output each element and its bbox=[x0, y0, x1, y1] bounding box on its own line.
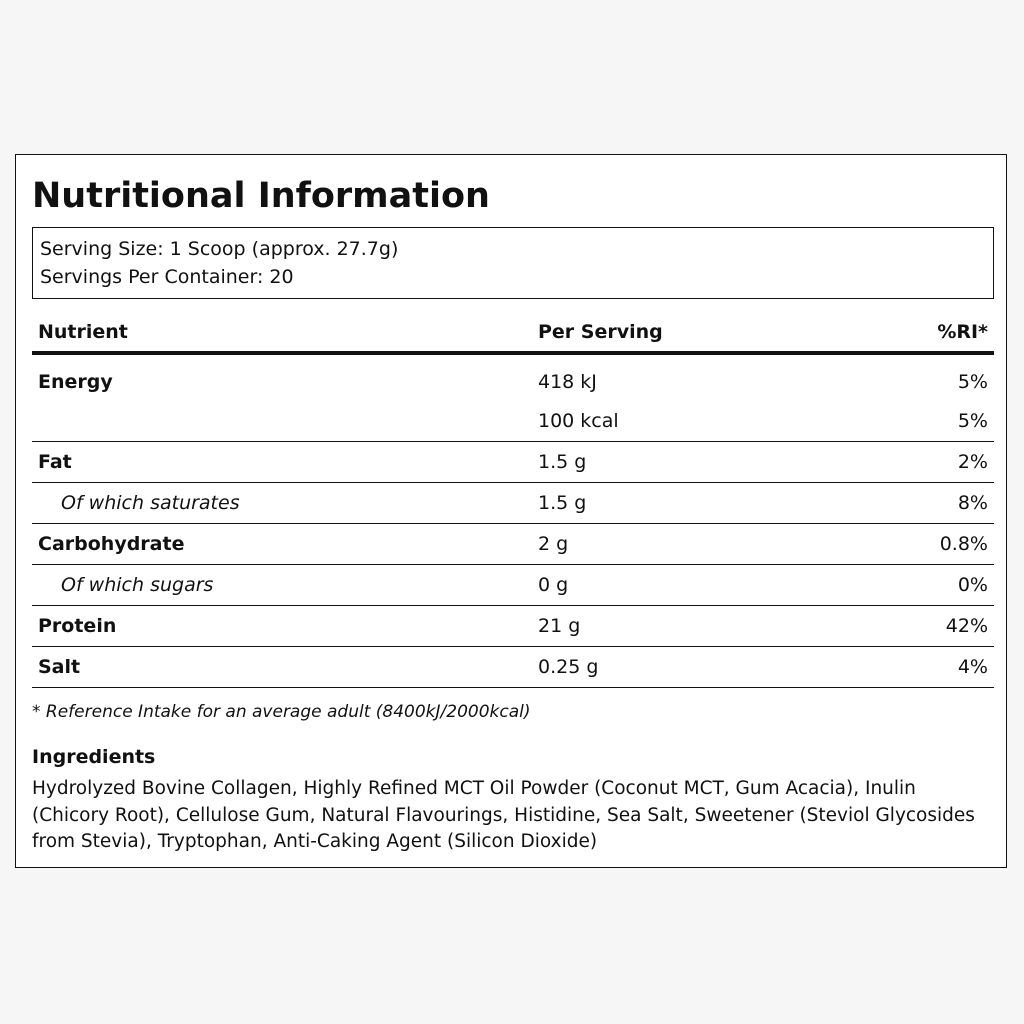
table-row-sugars bbox=[32, 565, 994, 606]
per-serving-value: 1.5 g bbox=[538, 492, 587, 514]
per-serving-value: 0 g bbox=[538, 574, 569, 596]
per-serving-value: 418 kJ bbox=[538, 371, 597, 393]
panel-title: Nutritional Information bbox=[32, 176, 490, 216]
per-serving-value: 2 g bbox=[538, 533, 569, 555]
nutrient-name: Protein bbox=[38, 615, 117, 637]
table-row-energy-kcal bbox=[32, 401, 994, 442]
ri-value: 8% bbox=[957, 492, 988, 514]
table-row-protein bbox=[32, 606, 994, 647]
header-per-serving: Per Serving bbox=[538, 321, 663, 343]
ri-value: 42% bbox=[945, 615, 988, 637]
nutrition-panel bbox=[15, 154, 1007, 868]
ingredients-list: Hydrolyzed Bovine Collagen, Highly Refined MCT Oil Powder (Coconut MCT, Gum Acacia), Inulin (Chicory Root), Cellulose Gum, Natural Flavourings, Histidine, Sea Salt, Sweetener (Steviol Glycosides from Stevia), Tryptophan, Anti-Caking Agent (Silicon Dioxide) bbox=[32, 778, 975, 852]
per-serving-value: 21 g bbox=[538, 615, 581, 637]
serving-size: Serving Size: 1 Scoop (approx. 27.7g) bbox=[40, 238, 399, 260]
ri-value: 0% bbox=[957, 574, 988, 596]
serving-info-box bbox=[32, 227, 994, 299]
per-serving-value: 1.5 g bbox=[538, 451, 587, 473]
nutrient-name: Fat bbox=[38, 451, 72, 473]
ri-value: 5% bbox=[957, 371, 988, 393]
table-row-carbohydrate bbox=[32, 524, 994, 565]
ri-value: 0.8% bbox=[939, 533, 988, 555]
table-row-salt bbox=[32, 647, 994, 688]
per-serving-value: 0.25 g bbox=[538, 656, 599, 678]
ri-value: 4% bbox=[957, 656, 988, 678]
table-row-energy-kj bbox=[32, 355, 994, 401]
header-ri: %RI* bbox=[937, 321, 988, 343]
nutrient-name: Of which saturates bbox=[61, 492, 240, 514]
table-row-fat bbox=[32, 442, 994, 483]
ingredients-title: Ingredients bbox=[32, 746, 156, 768]
ri-value: 5% bbox=[957, 410, 988, 432]
nutrient-name: Salt bbox=[38, 656, 81, 678]
nutrient-name: Carbohydrate bbox=[38, 533, 185, 555]
nutrient-name: Of which sugars bbox=[61, 574, 214, 596]
ri-value: 2% bbox=[957, 451, 988, 473]
reference-intake-footnote: * Reference Intake for an average adult (8400kJ/2000kcal) bbox=[32, 702, 531, 722]
table-header-row bbox=[32, 313, 994, 355]
per-serving-value: 100 kcal bbox=[538, 410, 619, 432]
table-row-saturates bbox=[32, 483, 994, 524]
nutrient-name: Energy bbox=[38, 371, 113, 393]
nutrition-table bbox=[32, 313, 994, 688]
servings-per-container: Servings Per Container: 20 bbox=[40, 266, 294, 288]
header-nutrient: Nutrient bbox=[38, 321, 128, 343]
